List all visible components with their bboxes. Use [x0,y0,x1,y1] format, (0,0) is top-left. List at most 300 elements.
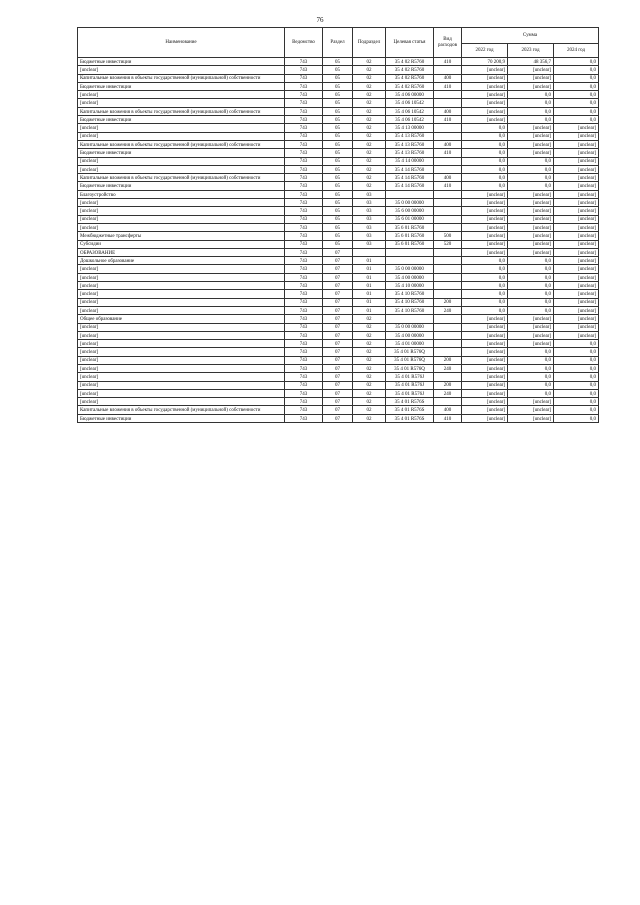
row-ministry: 743 [285,398,323,406]
row-expense-type: 400 [434,174,462,182]
row-target-article: 35 4 06 10542 [386,107,434,115]
row-amount-2023: 0,0 [508,273,554,281]
row-section: 07 [323,364,353,372]
row-ministry: 743 [285,66,323,74]
row-name: Капитальные вложения в объекты государственной (муниципальной) собственности [78,174,285,182]
row-amount-2022: [unclear] [462,381,508,389]
row-amount-2024: 0,0 [554,74,599,82]
row-name: [unclear] [78,199,285,207]
row-ministry: 743 [285,182,323,190]
row-target-article: 35 4 01 R576S [386,414,434,422]
header-year-2022: 2022 год [462,44,508,58]
row-amount-2022: [unclear] [462,223,508,231]
row-amount-2022: [unclear] [462,315,508,323]
row-amount-2022: [unclear] [462,389,508,397]
row-amount-2023: 0,0 [508,265,554,273]
row-amount-2023: 0,0 [508,99,554,107]
row-name: [unclear] [78,132,285,140]
row-subsection: 02 [353,398,386,406]
row-amount-2022: 0,0 [462,182,508,190]
row-name: [unclear] [78,273,285,281]
row-amount-2024: [unclear] [554,306,599,314]
row-section: 05 [323,74,353,82]
row-amount-2022: 0,0 [462,282,508,290]
row-section: 07 [323,406,353,414]
row-expense-type [434,248,462,256]
table-row [78,248,599,256]
row-section: 05 [323,165,353,173]
row-amount-2022: [unclear] [462,116,508,124]
row-amount-2022: [unclear] [462,82,508,90]
row-subsection: 01 [353,265,386,273]
row-subsection: 02 [353,116,386,124]
table-row [78,282,599,290]
row-amount-2024: [unclear] [554,124,599,132]
table-row [78,91,599,99]
row-amount-2024: [unclear] [554,223,599,231]
row-amount-2023: [unclear] [508,414,554,422]
row-amount-2022: [unclear] [462,91,508,99]
row-amount-2022: [unclear] [462,66,508,74]
row-subsection: 03 [353,207,386,215]
row-expense-type [434,99,462,107]
row-expense-type: 410 [434,149,462,157]
row-section: 07 [323,398,353,406]
row-target-article: 35 4 14 00000 [386,157,434,165]
row-name: [unclear] [78,157,285,165]
row-name: Дошкольное образование [78,257,285,265]
row-amount-2022: [unclear] [462,240,508,248]
row-name: [unclear] [78,340,285,348]
row-ministry: 743 [285,406,323,414]
row-name: [unclear] [78,124,285,132]
row-target-article [386,257,434,265]
row-amount-2023: [unclear] [508,406,554,414]
row-ministry: 743 [285,290,323,298]
row-amount-2022: [unclear] [462,340,508,348]
row-target-article: 35 4 13 R5760 [386,132,434,140]
row-target-article [386,315,434,323]
row-section: 05 [323,140,353,148]
header-name: Наименование [78,28,285,58]
row-target-article: 35 4 10 R5760 [386,298,434,306]
table-row [78,306,599,314]
row-ministry: 743 [285,99,323,107]
row-subsection: 02 [353,149,386,157]
table-header [78,28,599,58]
row-target-article: 35 4 13 R5760 [386,149,434,157]
row-target-article: 35 4 06 10542 [386,99,434,107]
row-subsection: 02 [353,132,386,140]
table-row [78,398,599,406]
row-target-article: 35 4 00 00000 [386,331,434,339]
row-section: 07 [323,282,353,290]
header-year-2023: 2023 год [508,44,554,58]
row-target-article: 35 6 01 R5760 [386,232,434,240]
row-amount-2023: 0,0 [508,373,554,381]
row-expense-type: 400 [434,140,462,148]
row-expense-type: 200 [434,381,462,389]
row-subsection: 02 [353,348,386,356]
row-ministry: 743 [285,323,323,331]
table-row [78,149,599,157]
row-amount-2024: [unclear] [554,331,599,339]
row-section: 05 [323,107,353,115]
row-ministry: 743 [285,165,323,173]
row-section: 07 [323,331,353,339]
row-ministry: 743 [285,348,323,356]
row-subsection: 02 [353,323,386,331]
row-amount-2022: [unclear] [462,348,508,356]
row-amount-2024: [unclear] [554,132,599,140]
row-expense-type [434,132,462,140]
row-ministry: 743 [285,340,323,348]
table-row [78,340,599,348]
row-subsection: 03 [353,232,386,240]
row-amount-2023: [unclear] [508,223,554,231]
row-amount-2024: [unclear] [554,199,599,207]
row-subsection: 01 [353,298,386,306]
row-subsection: 02 [353,99,386,107]
row-expense-type [434,207,462,215]
row-amount-2024: [unclear] [554,240,599,248]
row-amount-2024: 0,0 [554,389,599,397]
row-amount-2022: [unclear] [462,398,508,406]
header-section: Раздел [323,28,353,58]
row-amount-2023: [unclear] [508,232,554,240]
row-ministry: 743 [285,414,323,422]
table-row [78,414,599,422]
row-target-article [386,248,434,256]
row-subsection: 02 [353,174,386,182]
row-subsection: 02 [353,389,386,397]
row-ministry: 743 [285,315,323,323]
table-row [78,373,599,381]
table-row [78,116,599,124]
row-ministry: 743 [285,132,323,140]
row-amount-2024: 0,0 [554,99,599,107]
row-expense-type: 520 [434,240,462,248]
row-name: Бюджетные инвестиции [78,414,285,422]
row-amount-2023: 0,0 [508,290,554,298]
table-row [78,107,599,115]
row-amount-2024: 0,0 [554,414,599,422]
row-amount-2022: [unclear] [462,364,508,372]
row-section: 05 [323,91,353,99]
row-expense-type [434,257,462,265]
row-amount-2024: 0,0 [554,91,599,99]
row-ministry: 743 [285,74,323,82]
row-name: [unclear] [78,298,285,306]
row-section: 05 [323,66,353,74]
row-section: 07 [323,340,353,348]
row-section: 07 [323,248,353,256]
row-expense-type [434,323,462,331]
row-ministry: 743 [285,124,323,132]
row-expense-type: 240 [434,364,462,372]
row-expense-type [434,331,462,339]
row-amount-2023: [unclear] [508,331,554,339]
row-target-article: 35 4 14 R5760 [386,165,434,173]
row-expense-type: 410 [434,414,462,422]
row-section: 05 [323,240,353,248]
row-amount-2022: 70 200,9 [462,58,508,66]
row-subsection: 03 [353,199,386,207]
row-ministry: 743 [285,232,323,240]
row-section: 05 [323,174,353,182]
row-subsection: 02 [353,157,386,165]
table-row [78,74,599,82]
row-subsection: 02 [353,107,386,115]
row-subsection: 03 [353,223,386,231]
row-amount-2024: [unclear] [554,323,599,331]
row-subsection: 01 [353,306,386,314]
row-subsection: 02 [353,373,386,381]
row-target-article: 35 0 00 00000 [386,323,434,331]
row-amount-2022: [unclear] [462,199,508,207]
row-section: 05 [323,124,353,132]
row-target-article: 35 4 10 R5760 [386,306,434,314]
row-amount-2024: [unclear] [554,174,599,182]
row-ministry: 743 [285,207,323,215]
row-name: Бюджетные инвестиции [78,116,285,124]
table-row [78,381,599,389]
row-target-article: 35 4 14 R5760 [386,182,434,190]
row-target-article: 35 0 00 00000 [386,265,434,273]
row-amount-2024: 0,0 [554,356,599,364]
row-name: [unclear] [78,66,285,74]
row-name: [unclear] [78,223,285,231]
row-expense-type [434,315,462,323]
row-amount-2022: 0,0 [462,157,508,165]
page-number: 76 [316,16,324,24]
row-amount-2023: 0,0 [508,298,554,306]
row-subsection: 01 [353,273,386,281]
row-amount-2023: [unclear] [508,215,554,223]
row-amount-2023: 0,0 [508,389,554,397]
row-name: [unclear] [78,323,285,331]
row-name: ОБРАЗОВАНИЕ [78,248,285,256]
row-amount-2024: [unclear] [554,273,599,281]
row-amount-2023: [unclear] [508,82,554,90]
row-target-article: 35 4 01 R576Q [386,364,434,372]
row-section: 07 [323,356,353,364]
table-row [78,99,599,107]
row-amount-2022: 0,0 [462,257,508,265]
row-section: 05 [323,182,353,190]
row-target-article: 35 4 06 00000 [386,91,434,99]
budget-table [77,27,599,423]
row-name: [unclear] [78,356,285,364]
row-target-article: 35 4 01 R576S [386,398,434,406]
row-amount-2024: [unclear] [554,232,599,240]
table-row [78,323,599,331]
row-amount-2024: 0,0 [554,364,599,372]
row-subsection: 01 [353,282,386,290]
row-ministry: 743 [285,107,323,115]
row-ministry: 743 [285,174,323,182]
row-target-article: 35 4 02 R5760 [386,66,434,74]
row-amount-2024: [unclear] [554,257,599,265]
table-row [78,406,599,414]
row-target-article: 35 4 06 10542 [386,116,434,124]
table-row [78,331,599,339]
row-expense-type: 410 [434,116,462,124]
header-expense-type: Вид расходов [434,28,462,58]
row-name: [unclear] [78,282,285,290]
row-target-article: 35 4 10 00000 [386,282,434,290]
row-amount-2024: [unclear] [554,182,599,190]
row-subsection: 02 [353,315,386,323]
row-subsection: 02 [353,182,386,190]
row-name: [unclear] [78,381,285,389]
row-subsection: 03 [353,215,386,223]
row-subsection: 01 [353,290,386,298]
row-amount-2023: [unclear] [508,140,554,148]
row-subsection: 02 [353,414,386,422]
row-expense-type [434,165,462,173]
row-amount-2024: [unclear] [554,207,599,215]
row-subsection: 02 [353,381,386,389]
table-row [78,182,599,190]
row-amount-2022: [unclear] [462,74,508,82]
row-target-article: 35 4 02 R5760 [386,74,434,82]
row-target-article: 35 4 01 R576Q [386,348,434,356]
row-section: 07 [323,381,353,389]
row-section: 07 [323,389,353,397]
row-ministry: 743 [285,381,323,389]
row-expense-type: 240 [434,389,462,397]
row-section: 05 [323,223,353,231]
row-subsection: 02 [353,331,386,339]
table-row [78,240,599,248]
row-amount-2023: [unclear] [508,240,554,248]
row-subsection [353,248,386,256]
row-subsection: 02 [353,66,386,74]
row-amount-2022: [unclear] [462,107,508,115]
row-target-article: 35 4 01 R576J [386,389,434,397]
row-amount-2022: [unclear] [462,414,508,422]
row-expense-type [434,273,462,281]
table-row [78,290,599,298]
row-amount-2022: 0,0 [462,174,508,182]
row-amount-2023: [unclear] [508,315,554,323]
table-row [78,223,599,231]
table-row [78,140,599,148]
row-ministry: 743 [285,140,323,148]
row-expense-type: 400 [434,406,462,414]
row-amount-2024: 0,0 [554,340,599,348]
row-subsection: 03 [353,190,386,198]
table-row [78,298,599,306]
row-ministry: 743 [285,331,323,339]
row-name: Капитальные вложения в объекты государственной (муниципальной) собственности [78,406,285,414]
row-ministry: 743 [285,257,323,265]
row-section: 07 [323,323,353,331]
row-target-article: 35 6 00 00000 [386,207,434,215]
row-target-article: 35 4 01 00000 [386,340,434,348]
table-row [78,348,599,356]
row-expense-type: 410 [434,58,462,66]
row-target-article: 35 4 13 00000 [386,124,434,132]
row-amount-2023: 0,0 [508,107,554,115]
row-amount-2022: [unclear] [462,356,508,364]
row-amount-2024: [unclear] [554,298,599,306]
row-section: 05 [323,99,353,107]
row-ministry: 743 [285,248,323,256]
row-amount-2023: [unclear] [508,190,554,198]
row-expense-type: 500 [434,232,462,240]
row-amount-2023: [unclear] [508,132,554,140]
row-expense-type [434,348,462,356]
row-amount-2023: 0,0 [508,306,554,314]
row-expense-type [434,157,462,165]
row-amount-2024: 0,0 [554,348,599,356]
table-row [78,66,599,74]
table-row [78,265,599,273]
row-name: Благоустройство [78,190,285,198]
row-amount-2023: 0,0 [508,282,554,290]
table-row [78,132,599,140]
row-section: 07 [323,265,353,273]
row-name: [unclear] [78,91,285,99]
row-section: 07 [323,298,353,306]
row-amount-2023: 0,0 [508,157,554,165]
row-target-article: 35 4 01 R576J [386,373,434,381]
row-expense-type [434,282,462,290]
row-expense-type [434,190,462,198]
row-ministry: 743 [285,223,323,231]
row-subsection: 02 [353,340,386,348]
row-amount-2024: [unclear] [554,290,599,298]
row-ministry: 743 [285,306,323,314]
row-amount-2024: [unclear] [554,215,599,223]
row-name: [unclear] [78,99,285,107]
row-name: [unclear] [78,373,285,381]
table-row [78,157,599,165]
row-name: [unclear] [78,364,285,372]
row-name: Капитальные вложения в объекты государственной (муниципальной) собственности [78,74,285,82]
row-expense-type [434,265,462,273]
row-expense-type: 200 [434,298,462,306]
row-amount-2023: 0,0 [508,257,554,265]
row-amount-2022: [unclear] [462,190,508,198]
row-amount-2024: 0,0 [554,116,599,124]
row-expense-type [434,223,462,231]
row-amount-2023: 0,0 [508,116,554,124]
row-section: 07 [323,348,353,356]
row-amount-2023: 0,0 [508,91,554,99]
row-ministry: 743 [285,389,323,397]
row-expense-type: 240 [434,306,462,314]
row-section: 07 [323,306,353,314]
row-amount-2024: [unclear] [554,140,599,148]
row-section: 05 [323,116,353,124]
row-ministry: 743 [285,265,323,273]
row-amount-2023: 0,0 [508,356,554,364]
row-expense-type: 400 [434,74,462,82]
row-section: 05 [323,82,353,90]
row-name: [unclear] [78,331,285,339]
row-name: [unclear] [78,215,285,223]
row-amount-2022: [unclear] [462,207,508,215]
row-amount-2022: [unclear] [462,373,508,381]
row-ministry: 743 [285,91,323,99]
table-row [78,190,599,198]
row-section: 05 [323,232,353,240]
table-body [78,58,599,423]
row-target-article: 35 4 10 R5760 [386,290,434,298]
